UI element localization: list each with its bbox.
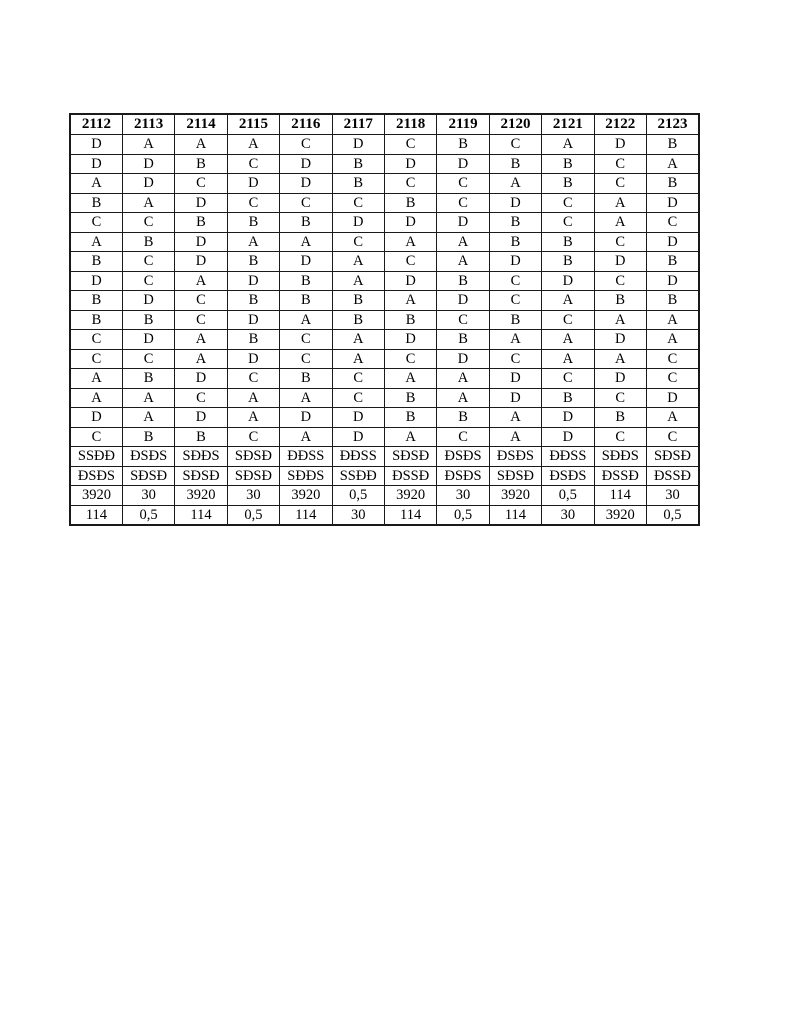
table-row [70,271,699,291]
table-row [70,486,699,506]
table-cell: C [70,213,122,233]
column-header: 2113 [122,114,174,135]
table-cell: A [332,330,384,350]
table-cell: B [332,154,384,174]
table-cell: D [489,369,541,389]
table-cell: D [594,252,646,272]
table-cell: D [384,271,436,291]
table-cell: D [332,213,384,233]
table-cell: D [437,349,489,369]
table-cell: 0,5 [122,505,174,525]
table-cell: 3920 [489,486,541,506]
table-cell: B [332,310,384,330]
table-cell: C [437,310,489,330]
table-cell: A [489,408,541,428]
table-cell: D [280,154,332,174]
table-cell: SĐSĐ [646,447,699,467]
table-cell: ĐSSĐ [594,466,646,486]
table-cell: 114 [280,505,332,525]
table-cell: ĐSĐS [542,466,594,486]
answer-key-table [69,113,700,526]
table-cell: D [227,310,279,330]
table-cell: D [594,135,646,155]
table-row [70,447,699,467]
table-cell: D [646,388,699,408]
table-cell: C [70,330,122,350]
table-cell: C [646,427,699,447]
table-cell: D [70,408,122,428]
column-header: 2112 [70,114,122,135]
table-cell: SĐĐS [594,447,646,467]
table-cell: A [542,291,594,311]
column-header: 2122 [594,114,646,135]
table-cell: C [122,271,174,291]
table-cell: C [227,369,279,389]
table-cell: SĐSĐ [384,447,436,467]
table-cell: C [332,369,384,389]
table-cell: 30 [437,486,489,506]
table-cell: A [542,349,594,369]
table-cell: ĐSSĐ [646,466,699,486]
table-row [70,330,699,350]
table-cell: SĐĐS [280,466,332,486]
table-cell: A [122,135,174,155]
table-cell: B [384,388,436,408]
table-cell: A [175,271,227,291]
table-cell: SĐSĐ [175,466,227,486]
table-cell: B [122,232,174,252]
table-cell: B [280,291,332,311]
table-cell: D [384,213,436,233]
table-cell: C [332,193,384,213]
table-cell: A [489,427,541,447]
table-header [70,114,699,135]
table-row [70,466,699,486]
table-cell: D [70,135,122,155]
table-row [70,291,699,311]
table-cell: D [227,271,279,291]
column-header: 2116 [280,114,332,135]
table-cell: C [489,271,541,291]
table-cell: D [227,349,279,369]
table-cell: B [70,310,122,330]
table-row [70,369,699,389]
table-cell: B [70,252,122,272]
table-row [70,174,699,194]
table-cell: C [594,232,646,252]
table-cell: A [122,193,174,213]
table-cell: C [175,388,227,408]
table-cell: C [70,427,122,447]
table-cell: A [280,388,332,408]
table-cell: B [489,154,541,174]
table-cell: D [594,369,646,389]
table-cell: C [489,349,541,369]
table-cell: C [437,193,489,213]
table-cell: SSĐĐ [70,447,122,467]
table-cell: B [437,408,489,428]
table-cell: B [489,310,541,330]
table-cell: A [70,369,122,389]
table-cell: D [175,193,227,213]
column-header: 2121 [542,114,594,135]
table-cell: A [437,388,489,408]
table-cell: SĐSĐ [122,466,174,486]
table-cell: B [70,193,122,213]
table-cell: D [175,232,227,252]
table-cell: B [227,291,279,311]
table-cell: C [489,135,541,155]
table-cell: A [384,291,436,311]
table-cell: A [594,310,646,330]
table-cell: 0,5 [542,486,594,506]
table-cell: SĐSĐ [489,466,541,486]
table-cell: C [280,193,332,213]
table-cell: C [122,349,174,369]
table-cell: B [489,232,541,252]
table-cell: C [542,213,594,233]
table-cell: C [175,174,227,194]
table-cell: A [489,174,541,194]
table-cell: C [280,349,332,369]
table-row [70,154,699,174]
table-row [70,427,699,447]
table-cell: C [542,193,594,213]
table-cell: D [489,388,541,408]
table-row [70,505,699,525]
table-cell: A [227,388,279,408]
table-cell: C [542,369,594,389]
table-cell: 3920 [175,486,227,506]
table-cell: A [332,349,384,369]
table-cell: A [227,408,279,428]
table-cell: 3920 [280,486,332,506]
table-cell: ĐSĐS [122,447,174,467]
table-cell: A [646,330,699,350]
table-cell: A [646,154,699,174]
table-cell: B [437,271,489,291]
table-cell: C [384,252,436,272]
table-cell: A [122,388,174,408]
table-cell: D [646,193,699,213]
table-cell: C [280,330,332,350]
table-cell: A [384,427,436,447]
table-cell: C [332,388,384,408]
table-cell: C [70,349,122,369]
table-cell: D [542,408,594,428]
column-header: 2114 [175,114,227,135]
table-cell: B [437,135,489,155]
table-cell: D [437,291,489,311]
table-cell: A [384,232,436,252]
table-cell: 114 [594,486,646,506]
table-cell: B [384,310,436,330]
table-cell: 114 [384,505,436,525]
table-cell: B [542,252,594,272]
table-cell: A [437,232,489,252]
table-cell: 114 [489,505,541,525]
table-cell: D [437,213,489,233]
table-cell: ĐĐSS [332,447,384,467]
table-cell: ĐSĐS [437,466,489,486]
table-cell: SĐSĐ [227,466,279,486]
table-cell: B [646,135,699,155]
table-cell: SSĐĐ [332,466,384,486]
table-cell: ĐSSĐ [384,466,436,486]
table-cell: B [280,369,332,389]
table-cell: D [489,252,541,272]
table-cell: D [175,408,227,428]
table-cell: C [646,369,699,389]
table-cell: B [384,408,436,428]
table-cell: C [646,213,699,233]
table-cell: B [122,369,174,389]
table-body [70,135,699,526]
table-cell: D [332,427,384,447]
table-cell: B [227,330,279,350]
table-cell: ĐSĐS [489,447,541,467]
table-cell: D [122,291,174,311]
column-header: 2117 [332,114,384,135]
table-cell: D [175,369,227,389]
table-cell: D [646,271,699,291]
table-cell: B [175,154,227,174]
table-cell: A [175,135,227,155]
table-cell: B [332,291,384,311]
table-cell: A [437,369,489,389]
table-cell: B [646,174,699,194]
table-cell: 30 [332,505,384,525]
table-cell: C [594,388,646,408]
table-cell: 30 [227,486,279,506]
table-cell: B [175,213,227,233]
table-cell: D [542,427,594,447]
table-cell: C [384,174,436,194]
table-cell: A [332,271,384,291]
table-cell: B [122,427,174,447]
table-cell: D [280,252,332,272]
table-cell: C [437,174,489,194]
table-cell: D [122,174,174,194]
table-cell: A [332,252,384,272]
table-cell: D [332,408,384,428]
column-header: 2119 [437,114,489,135]
table-cell: A [594,213,646,233]
table-cell: C [122,213,174,233]
table-cell: D [437,154,489,174]
table-cell: C [594,271,646,291]
table-cell: D [646,232,699,252]
table-cell: 30 [542,505,594,525]
table-cell: C [280,135,332,155]
table-cell: D [122,330,174,350]
table-cell: B [542,388,594,408]
table-cell: A [594,193,646,213]
table-cell: ĐSĐS [70,466,122,486]
table-cell: A [175,330,227,350]
table-cell: 114 [175,505,227,525]
table-cell: C [384,349,436,369]
table-cell: SĐĐS [175,447,227,467]
table-cell: 114 [70,505,122,525]
table-cell: C [542,310,594,330]
table-cell: B [489,213,541,233]
table-cell: 30 [646,486,699,506]
table-cell: D [489,193,541,213]
table-row [70,388,699,408]
table-cell: C [227,427,279,447]
table-cell: A [542,330,594,350]
table-cell: B [280,213,332,233]
table-cell: A [70,174,122,194]
table-cell: ĐĐSS [280,447,332,467]
column-header: 2115 [227,114,279,135]
table-cell: 0,5 [646,505,699,525]
table-cell: D [280,408,332,428]
table-cell: C [227,154,279,174]
table-cell: B [175,427,227,447]
table-cell: A [122,408,174,428]
table-cell: C [646,349,699,369]
table-cell: D [542,271,594,291]
table-row [70,349,699,369]
column-header: 2118 [384,114,436,135]
table-cell: B [646,252,699,272]
table-cell: D [384,330,436,350]
table-cell: A [384,369,436,389]
table-row [70,408,699,428]
table-cell: B [280,271,332,291]
table-cell: B [332,174,384,194]
table-row [70,135,699,155]
table-cell: C [227,193,279,213]
table-cell: B [437,330,489,350]
table-cell: 3920 [384,486,436,506]
table-cell: B [122,310,174,330]
table-cell: D [70,154,122,174]
table-cell: C [489,291,541,311]
table-cell: 3920 [70,486,122,506]
table-cell: B [594,291,646,311]
table-cell: D [594,330,646,350]
table-cell: A [280,232,332,252]
table-cell: A [646,310,699,330]
table-cell: C [594,174,646,194]
table-cell: B [542,154,594,174]
table-cell: A [542,135,594,155]
table-cell: D [70,271,122,291]
table-cell: B [542,174,594,194]
table-cell: A [175,349,227,369]
table-cell: B [384,193,436,213]
table-cell: A [280,310,332,330]
table-cell: 30 [122,486,174,506]
table-cell: D [227,174,279,194]
table-cell: B [227,213,279,233]
table-cell: A [594,349,646,369]
column-header: 2123 [646,114,699,135]
table-cell: A [646,408,699,428]
table-cell: 3920 [594,505,646,525]
table-cell: B [227,252,279,272]
table-cell: SĐSĐ [227,447,279,467]
table-cell: C [594,154,646,174]
table-cell: A [437,252,489,272]
table-row [70,252,699,272]
header-row [70,114,699,135]
table-cell: C [122,252,174,272]
table-row [70,310,699,330]
table-cell: C [437,427,489,447]
table-cell: A [70,388,122,408]
table-cell: ĐĐSS [542,447,594,467]
table-cell: B [594,408,646,428]
table-cell: A [70,232,122,252]
table-cell: C [175,291,227,311]
column-header: 2120 [489,114,541,135]
table-cell: B [646,291,699,311]
table-cell: D [280,174,332,194]
table-cell: D [175,252,227,272]
table-cell: D [122,154,174,174]
table-cell: D [384,154,436,174]
table-cell: A [489,330,541,350]
table-cell: B [70,291,122,311]
table-cell: 0,5 [227,505,279,525]
table-cell: C [594,427,646,447]
table-row [70,232,699,252]
table-cell: C [175,310,227,330]
table-cell: ĐSĐS [437,447,489,467]
table-cell: A [227,135,279,155]
table-cell: B [542,232,594,252]
table-cell: A [227,232,279,252]
table-cell: 0,5 [437,505,489,525]
table-cell: A [280,427,332,447]
table-row [70,193,699,213]
table-cell: D [332,135,384,155]
table-cell: C [384,135,436,155]
table-cell: 0,5 [332,486,384,506]
table-row [70,213,699,233]
table-cell: C [332,232,384,252]
